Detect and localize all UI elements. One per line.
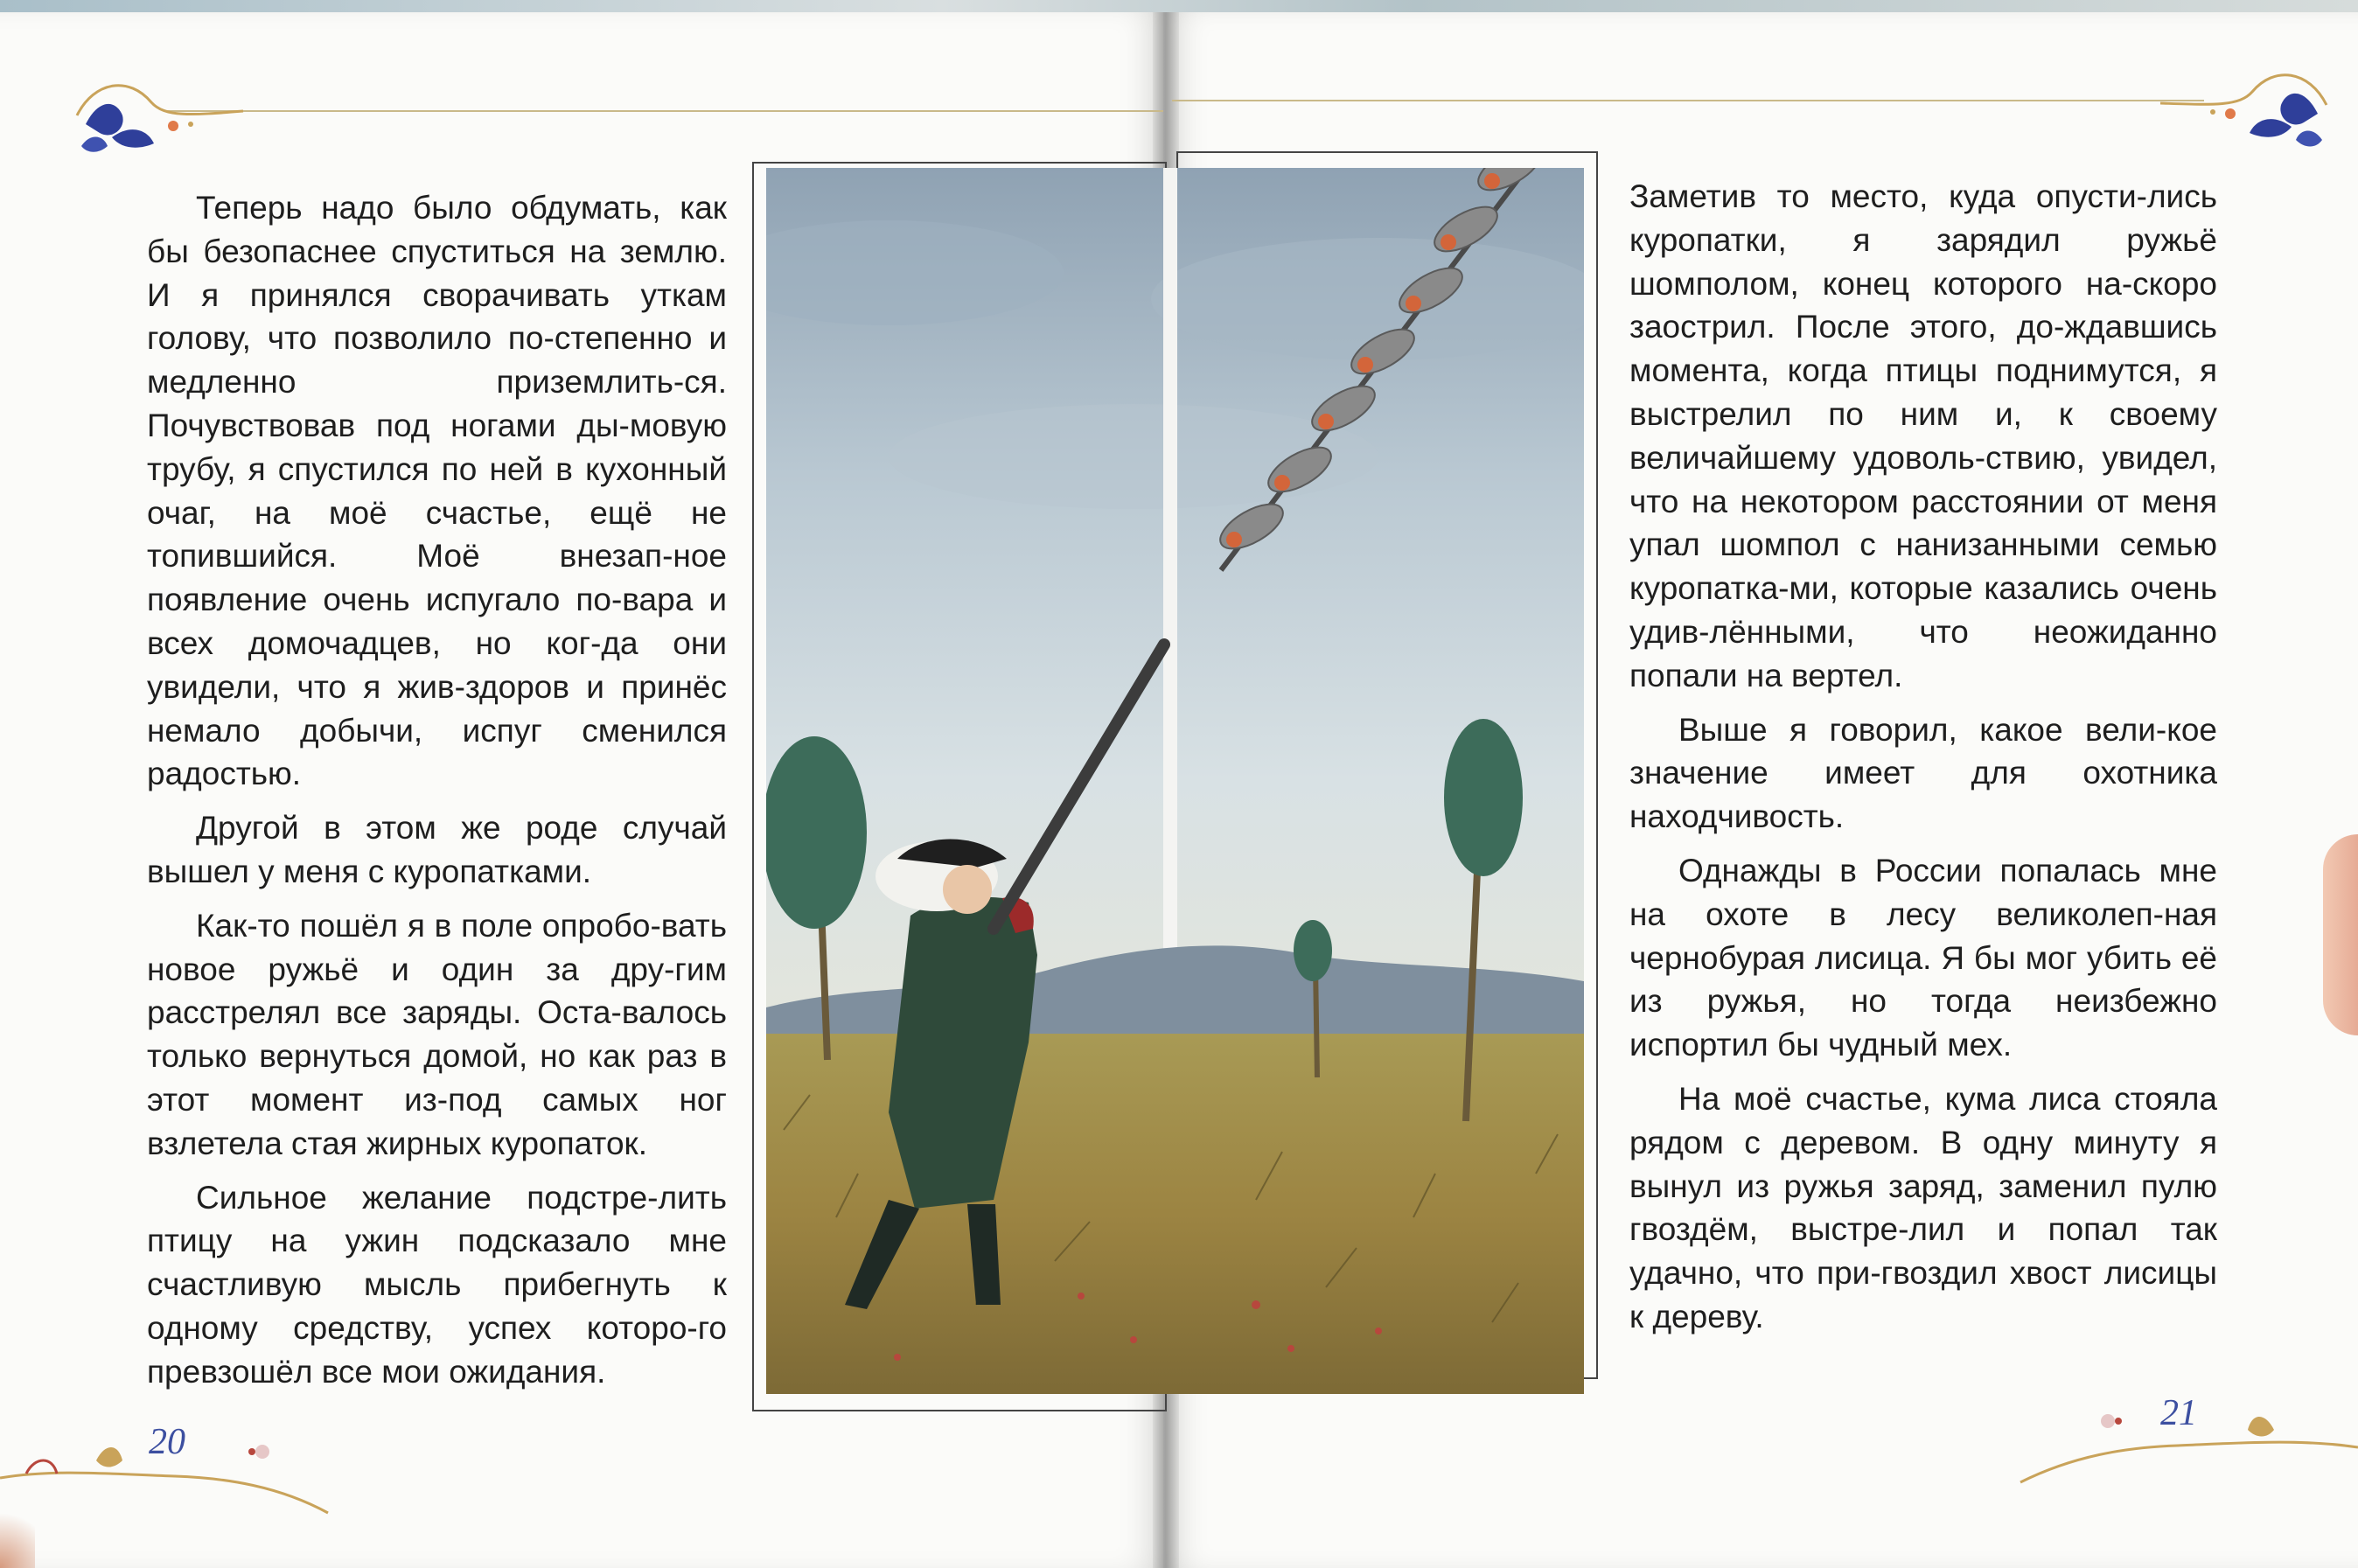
page-number-left: 20: [149, 1422, 185, 1462]
paragraph: Теперь надо было обдумать, как бы безопаснее спуститься на землю. И я принялся сворачивать уткам голову, что позволило по-степенно и медленно приземлить-ся. Почувствовав под ногами ды-мовую трубу, я спустился по ней в кухонный очаг, на моё счастье, ещё не топившийся. Моё внезап-ное появление очень испугало по-вара и всех домочадцев, но ког-да они увидели, что я жив-здоров и принёс немало добычи, испуг сменился радостью.: [147, 190, 727, 792]
page-number-right: 21: [2160, 1393, 2197, 1433]
paragraph: Однажды в России попалась мне на охоте в лесу великолеп-ная чернобурая лисица. Я бы мог убить её из ружья, но тогда неизбежно испортил бы чудный мех.: [1629, 852, 2217, 1063]
paragraph: Сильное желание подстре-лить птицу на ужин подсказало мне счастливую мысль прибегнуть к одному средству, успех которо-го превзошёл все мои ожидания.: [147, 1179, 727, 1390]
header-rule-right: [1172, 100, 2204, 101]
tree: [766, 736, 867, 929]
header-ornament-right-icon: [2152, 52, 2335, 157]
paragraph: Как-то пошёл я в поле опробо-вать новое ружьё и один за дру-гим расстрелял все заряды. Оста-валось только вернуться домой, но как раз в этот момент из-под самых ног взлетела стая жирных куропаток.: [147, 907, 727, 1161]
illustration: [766, 168, 1584, 1394]
paragraph: На моё счастье, кума лиса стояла рядом с деревом. В одну минуту я вынул из ружья заряд, заменил пулю гвоздём, выстре-лил и попал так удачно, что при-гвоздил хвост лисицы к дереву.: [1629, 1080, 2217, 1335]
header-rule-left: [166, 110, 1163, 112]
paragraph: Заметив то место, куда опусти-лись куропатки, я зарядил ружьё шомполом, конец которого на-скоро заострил. После этого, до-ждавшись момента, когда птицы поднимутся, я выстрелил по ним и, к своему величайшему удоволь-ствию, увидел, что на некотором расстоянии от меня упал шомпол с нанизанными семью куропатка-ми, которые казались очень удив-лёнными, что неожиданно попали на вертел.: [1629, 178, 2217, 693]
paragraph: Выше я говорил, какое вели-кое значение имеет для охотника находчивость.: [1629, 711, 2217, 835]
paragraph: Другой в этом же роде случай вышел у меня с куропатками.: [147, 810, 727, 889]
tree: [1444, 719, 1523, 876]
tree: [1294, 920, 1332, 981]
reader-thumb: [2323, 834, 2358, 1035]
header-ornament-left-icon: [68, 63, 252, 159]
right-text-column: [1629, 175, 2217, 1349]
left-text-column: [147, 186, 727, 1404]
